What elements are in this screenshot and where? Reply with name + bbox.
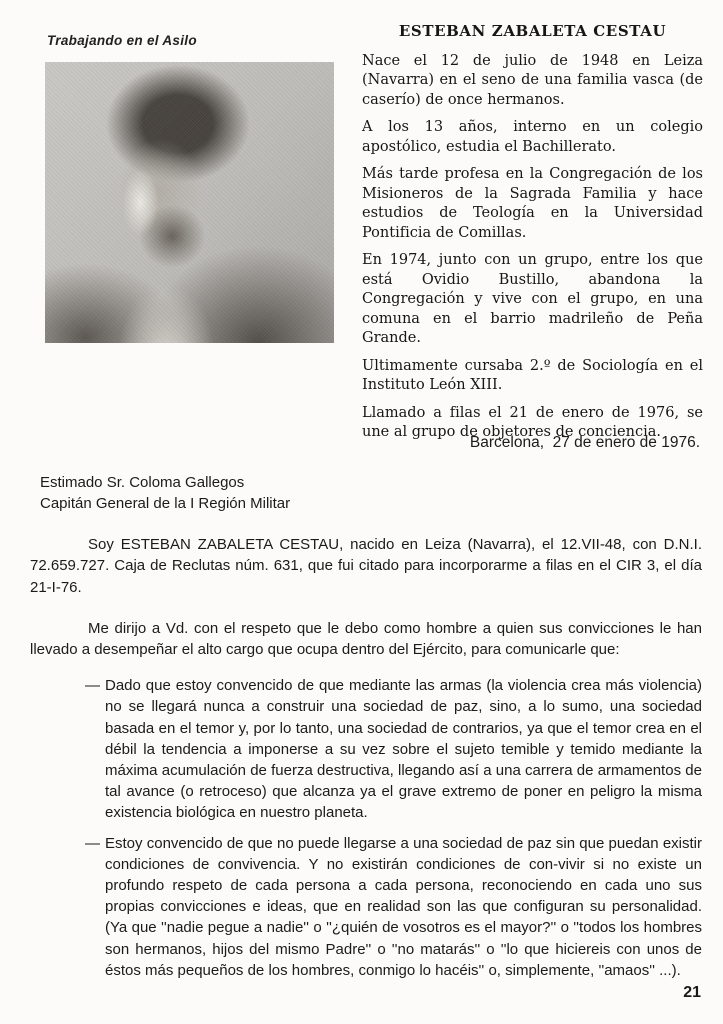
letter-paragraph: Soy ESTEBAN ZABALETA CESTAU, nacido en Leiza (Navarra), el 12.VII-48, con D.N.I. 72.659.727. Caja de Reclutas núm. 631, que fui citado para incorporarme a filas en el CIR 3, el día 21-I-76. xyxy=(30,536,702,596)
bio-paragraph: A los 13 años, interno en un colegio apostólico, estudia el Bachillerato. xyxy=(362,119,703,155)
bio-paragraph: Llamado a filas el 21 de enero de 1976, se une al grupo de objetores de conciencia. xyxy=(362,404,703,440)
letter-recipient-line: Capitán General de la I Región Militar xyxy=(40,494,291,512)
bio-title: ESTEBAN ZABALETA CESTAU xyxy=(398,22,667,40)
dash-marker: — xyxy=(85,677,100,695)
letter-dateline: Barcelona, 27 de enero de 1976. xyxy=(469,434,700,451)
dash-marker: — xyxy=(85,834,100,852)
letter-recipient-block xyxy=(40,473,702,514)
bio-paragraph: Más tarde profesa en la Congregación de los Misioneros de la Sagrada Familia y hace estudios de Teología en la Universidad Pontificia de Comillas. xyxy=(362,166,703,241)
bio-paragraph: Ultimamente cursaba 2.º de Sociología en el Instituto León XIII. xyxy=(362,357,703,393)
bio-paragraph: Nace el 12 de julio de 1948 en Leiza (Navarra) en el seno de una familia vasca (de caserío) de once hermanos. xyxy=(362,52,703,108)
bullet-text: Estoy convencido de que no puede llegarse a una sociedad de paz sin que puedan existir condiciones de convivencia. Y no existirán condiciones de con-vivir si no existe un profundo respeto de cada persona a cada persona, reconociendo en cada uno sus propias convicciones e ideas, que en realidad son las que configuran su personalidad. (Ya que ''nadie pegue a nadie'' o ''¿quién de vosotros es el mayor?'' o ''todos los hombres son hermanos, hijos del mismo Padre'' o ''no matarás'' o ''lo que hiciereis con unos de éstos más pequeños de los hombres, conmigo lo hacéis'' o, simplemente, ''amaos'' ...). xyxy=(105,834,702,979)
letter-bullet-list xyxy=(30,675,702,981)
bullet-item xyxy=(85,833,702,981)
photo-caption: Trabajando en el Asilo xyxy=(47,33,197,48)
bullet-text: Dado que estoy convencido de que mediante las armas (la violencia crea más violencia) no se llegará nunca a construir una sociedad de paz, sino, a lo sumo, una sociedad basada en el temor y, por lo tanto, una sociedad de contrarios, ya que el temor crea en el débil la tendencia a imponerse a su vez sobre el sujeto temible y temido mediante la máxima acumulación de fuerza destructiva, llegando así a una carrera de armamentos de tal avance (o retroceso) que alcanza ya el grave extremo de poner en peligro la misma existencia biológica en nuestro planeta. xyxy=(105,677,702,822)
letter-paragraph: Me dirijo a Vd. con el respeto que le debo como hombre a quien sus convicciones le han llevado a desempeñar el alto cargo que ocupa dentro del Ejército, para comunicarle que: xyxy=(30,619,702,659)
page-number: 21 xyxy=(683,984,701,1001)
letter-recipient-line: Estimado Sr. Coloma Gallegos xyxy=(40,474,245,492)
bullet-item xyxy=(85,675,702,823)
letter-body xyxy=(30,432,702,990)
bio-paragraph: En 1974, junto con un grupo, entre los que está Ovidio Bustillo, abandona la Congregación y vive con el grupo, en una comuna en el barrio madrileño de Peña Grande. xyxy=(362,252,703,346)
biography-column xyxy=(362,22,703,451)
portrait-photo xyxy=(45,62,334,343)
